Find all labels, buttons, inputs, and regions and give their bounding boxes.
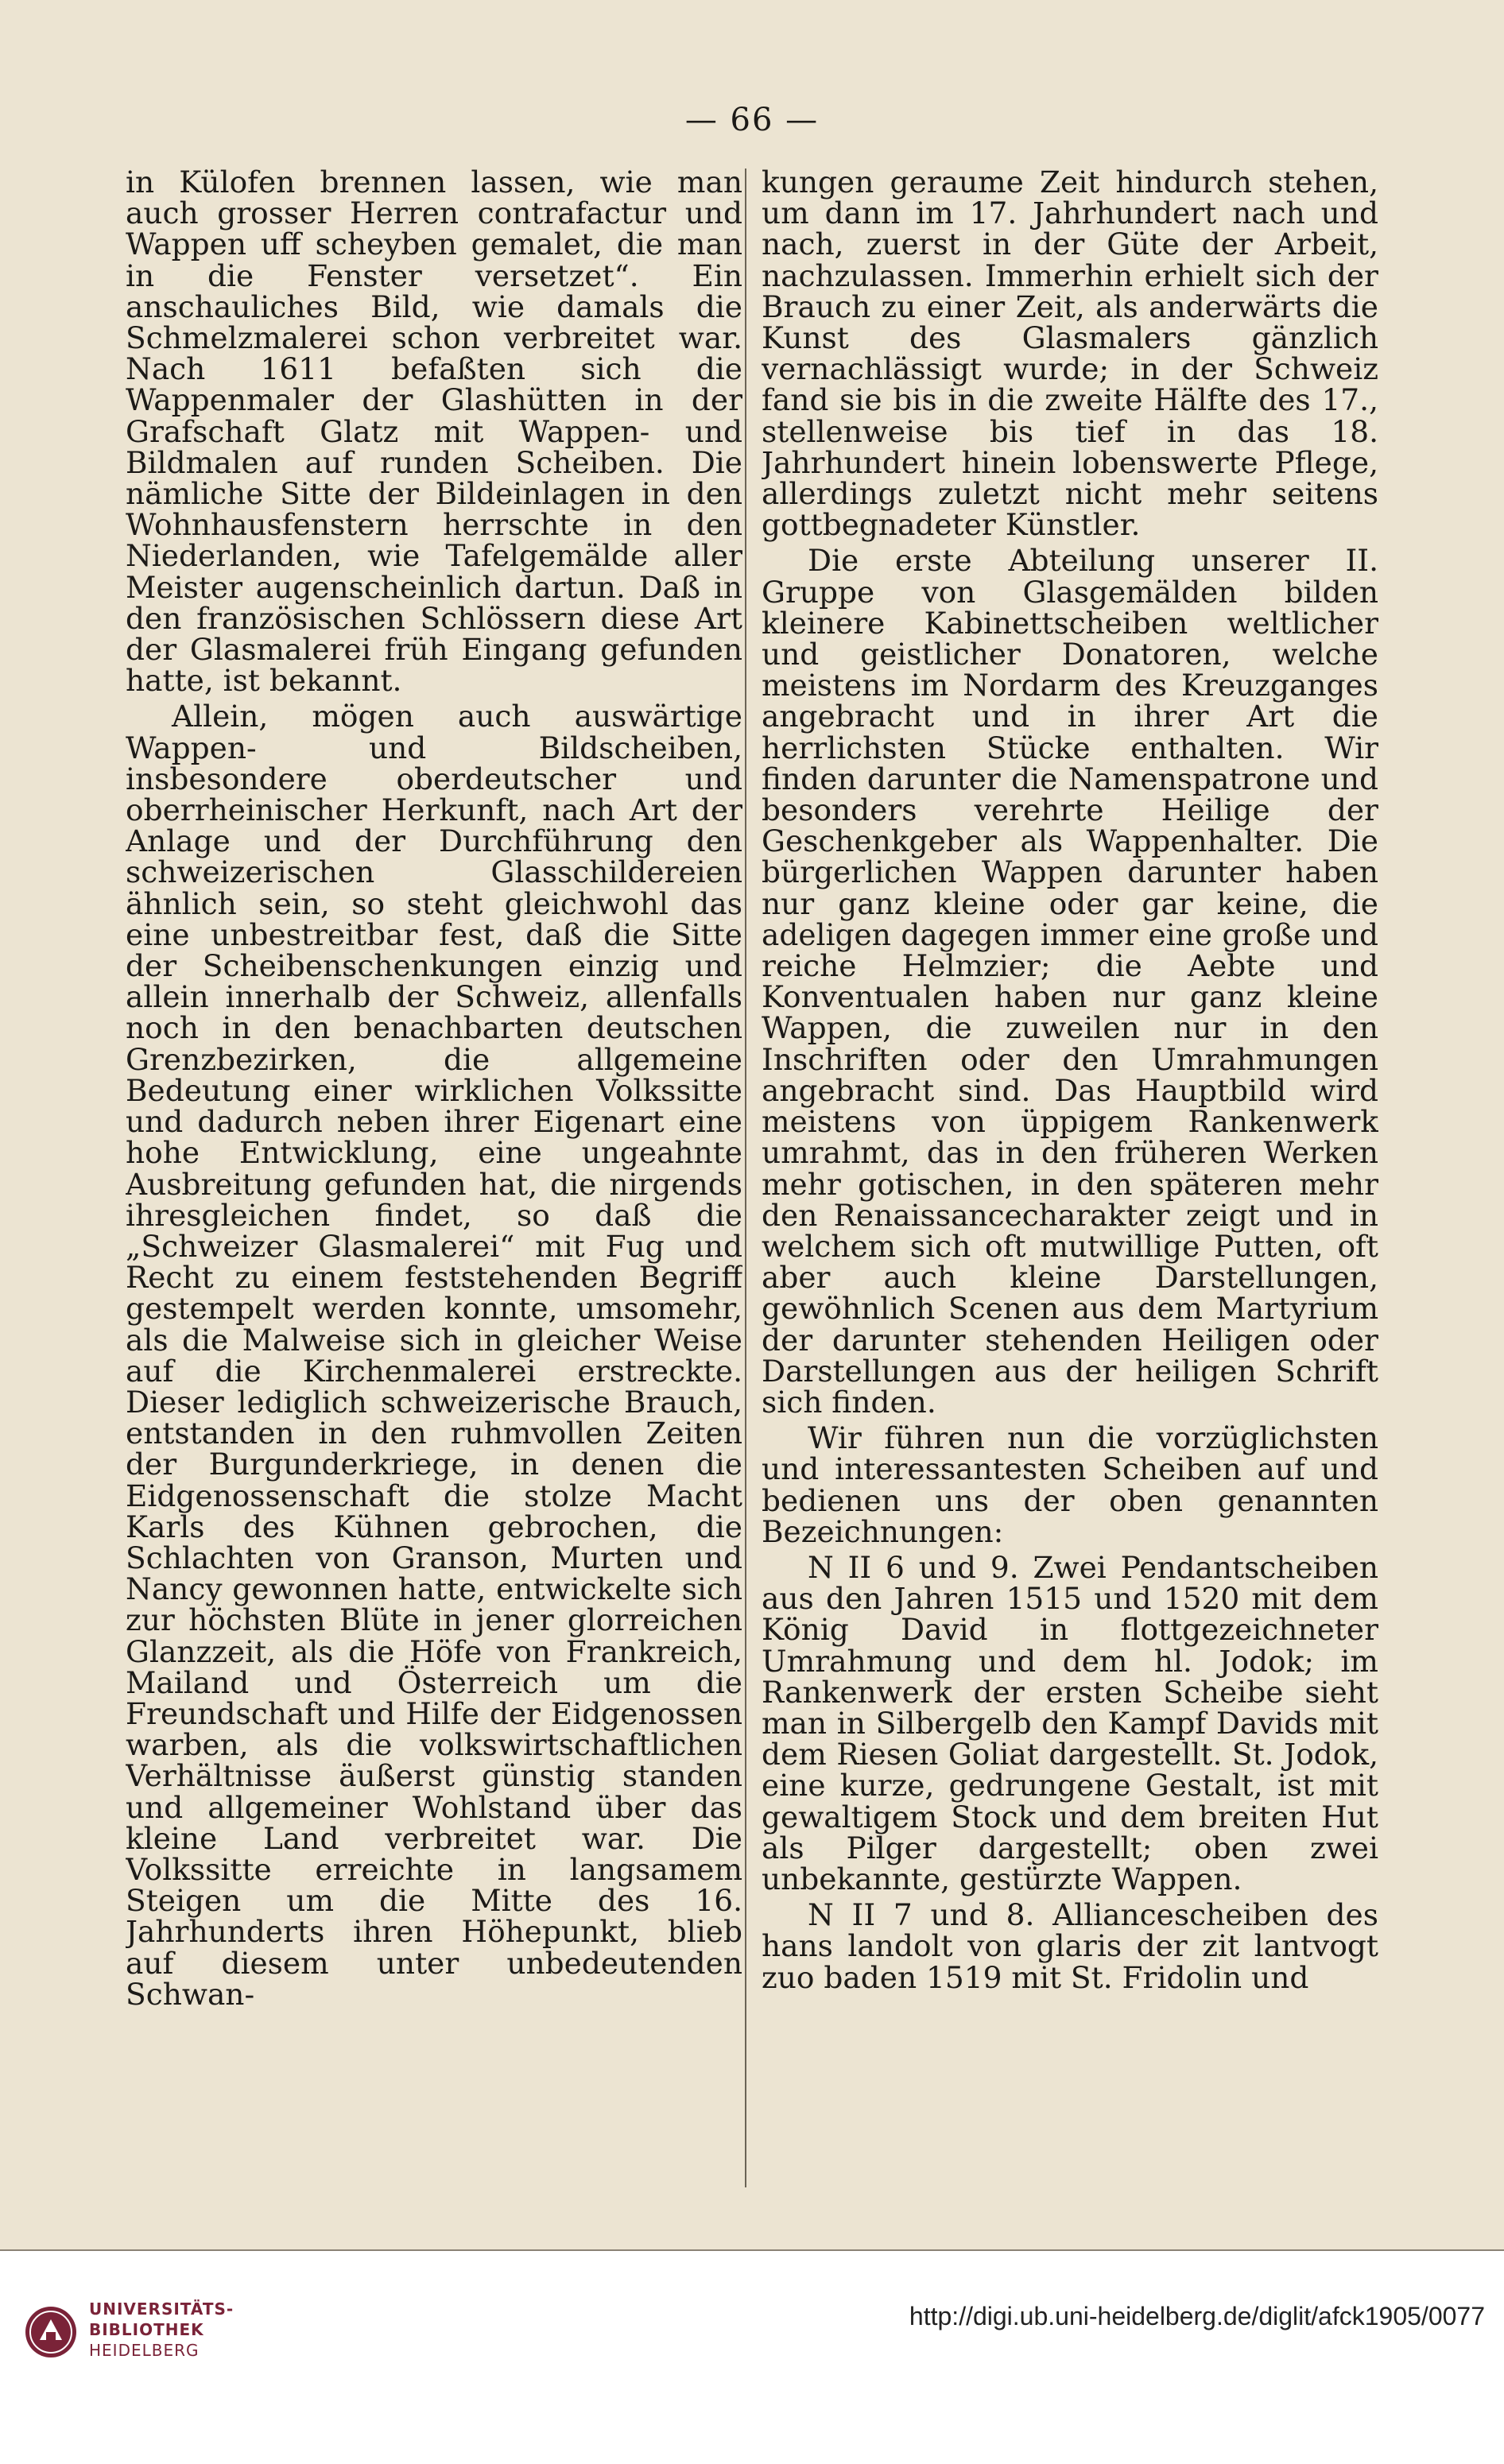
paragraph: N II 6 und 9. Zwei Pendantscheiben aus den Jahren 1515 und 1520 mit dem König David in flottgezeichneter Umrahmung und dem hl. Jodok; im Rankenwerk der ersten Scheibe sieht man in Silbergelb den Kampf Davids mit dem Riesen Goliat dargestellt. St. Jodok, eine kurze, gedrungene Gestalt, ist mit gewaltigem Stock und dem breiten Hut als Pilger dargestellt; oben zwei unbekannte, gestürzte Wappen. [762,1549,1378,1896]
logo-line-1: UNIVERSITÄTS- [89,2299,235,2319]
paragraph: Die erste Abteilung unserer II. Gruppe von Glasgemälden bilden kleinere Kabinettscheiben weltlicher und geistlicher Donatoren, welche meistens im Nordarm des Kreuzganges angebracht und in ihrer Art die herrlichsten Stücke enthalten. Wir finden darunter die Namenspatrone und besonders verehrte Heilige der Geschenkgeber als Wappenhalter. Die bürgerlichen Wappen darunter haben nur ganz kleine oder gar keine, die adeligen dagegen immer eine große und reiche Helmzier; die Aebte und Konventualen haben nur ganz kleine Wappen, die zuweilen nur in den Inschriften oder den Umrahmungen angebracht sind. Das Hauptbild wird meistens von üppigem Rankenwerk umrahmt, das in den früheren Werken mehr gotischen, in den späteren mehr den Renaissancecharakter zeigt und in welchem sich oft mutwillige Putten, oft aber auch kleine Darstellungen, gewöhnlich Scenen aus dem Martyrium der darunter stehenden Heiligen oder Darstellungen aus der heiligen Schrift sich finden. [762,543,1378,1420]
logo-line-3: HEIDELBERG [89,2341,200,2360]
university-seal-icon [24,2305,78,2359]
logo-line-2: BIBLIOTHEK [89,2320,204,2339]
paragraph: N II 7 und 8. Alliancescheiben des hans landolt von glaris der zit lantvogt zuo baden 1519 mit St. Fridolin und [762,1897,1378,1995]
paragraph: Wir führen nun die vorzüglichsten und interessantesten Scheiben auf und bedienen uns der oben genannten Bezeichnungen: [762,1420,1378,1549]
right-column [762,167,1378,2202]
column-divider [745,169,746,2187]
page-number: — 66 — [684,102,820,138]
library-logo-text [89,2299,234,2361]
paragraph: kungen geraume Zeit hindurch stehen, um dann im 17. Jahrhundert nach und nach, zuerst in der Güte der Arbeit, nachzulassen. Immerhin erhielt sich der Brauch zu einer Zeit, als anderwärts die Kunst des Glasmalers gänzlich vernachlässigt wurde; in der Schweiz fand sie bis in die zweite Hälfte des 17., stellenweise bis tief in das 18. Jahrhundert hinein lobenswerte Pflege, allerdings zuletzt nicht mehr seitens gottbegnadeter Künstler. [762,167,1378,543]
source-url[interactable]: http://digi.ub.uni-heidelberg.de/diglit/afck1905/0077 [909,2302,1485,2330]
left-column [126,167,742,2202]
paragraph: in Külofen brennen lassen, wie man auch grosser Herren contrafactur und Wappen uff scheyben gemalet, die man in die Fenster versetzet“. Ein anschauliches Bild, wie damals die Schmelzmalerei schon verbreitet war. Nach 1611 befaßten sich die Wappenmaler der Glashütten in der Grafschaft Glatz mit Wappen- und Bildmalen auf runden Scheiben. Die nämliche Sitte der Bildeinlagen in den Wohnhausfenstern herrschte in den Niederlanden, wie Tafelgemälde aller Meister augenscheinlich dartun. Daß in den französischen Schlössern diese Art der Glasmalerei früh Eingang gefunden hatte, ist bekannt. [126,167,742,699]
footer-bar [0,2251,1504,2464]
paragraph: Allein, mögen auch auswärtige Wappen- und Bildscheiben, insbesondere oberdeutscher und oberrheinischer Herkunft, nach Art der Anlage und der Durchführung den schweizerischen Glasschildereien ähnlich sein, so steht gleichwohl das eine unbestreitbar fest, daß die Sitte der Scheibenschenkungen einzig und allein innerhalb der Schweiz, allenfalls noch in den benachbarten deutschen Grenzbezirken, die allgemeine Bedeutung einer wirklichen Volkssitte und dadurch neben ihrer Eigenart eine hohe Entwicklung, eine ungeahnte Ausbreitung gefunden hat, die nirgends ihresgleichen findet, so daß die „Schweizer Glasmalerei“ mit Fug und Recht zu einem feststehenden Begriff gestempelt werden konnte, umsomehr, als die Malweise sich in gleicher Weise auf die Kirchenmalerei erstreckte. Dieser lediglich schweizerische Brauch, entstanden in den ruhmvollen Zeiten der Burgunderkriege, in denen die Eidgenossenschaft die stolze Macht Karls des Kühnen gebrochen, die Schlachten von Granson, Murten und Nancy gewonnen hatte, entwickelte sich zur höchsten Blüte in jener glorreichen Glanzzeit, als die Höfe von Frankreich, Mailand und Österreich um die Freundschaft und Hilfe der Eidgenossen warben, als die volkswirtschaftlichen Verhältnisse äußerst günstig standen und allgemeiner Wohlstand über das kleine Land verbreitet war. Die Volkssitte erreichte in langsamem Steigen um die Mitte des 16. Jahrhunderts ihren Höhepunkt, blieb auf diesem unter unbedeutenden Schwan- [126,699,742,2012]
